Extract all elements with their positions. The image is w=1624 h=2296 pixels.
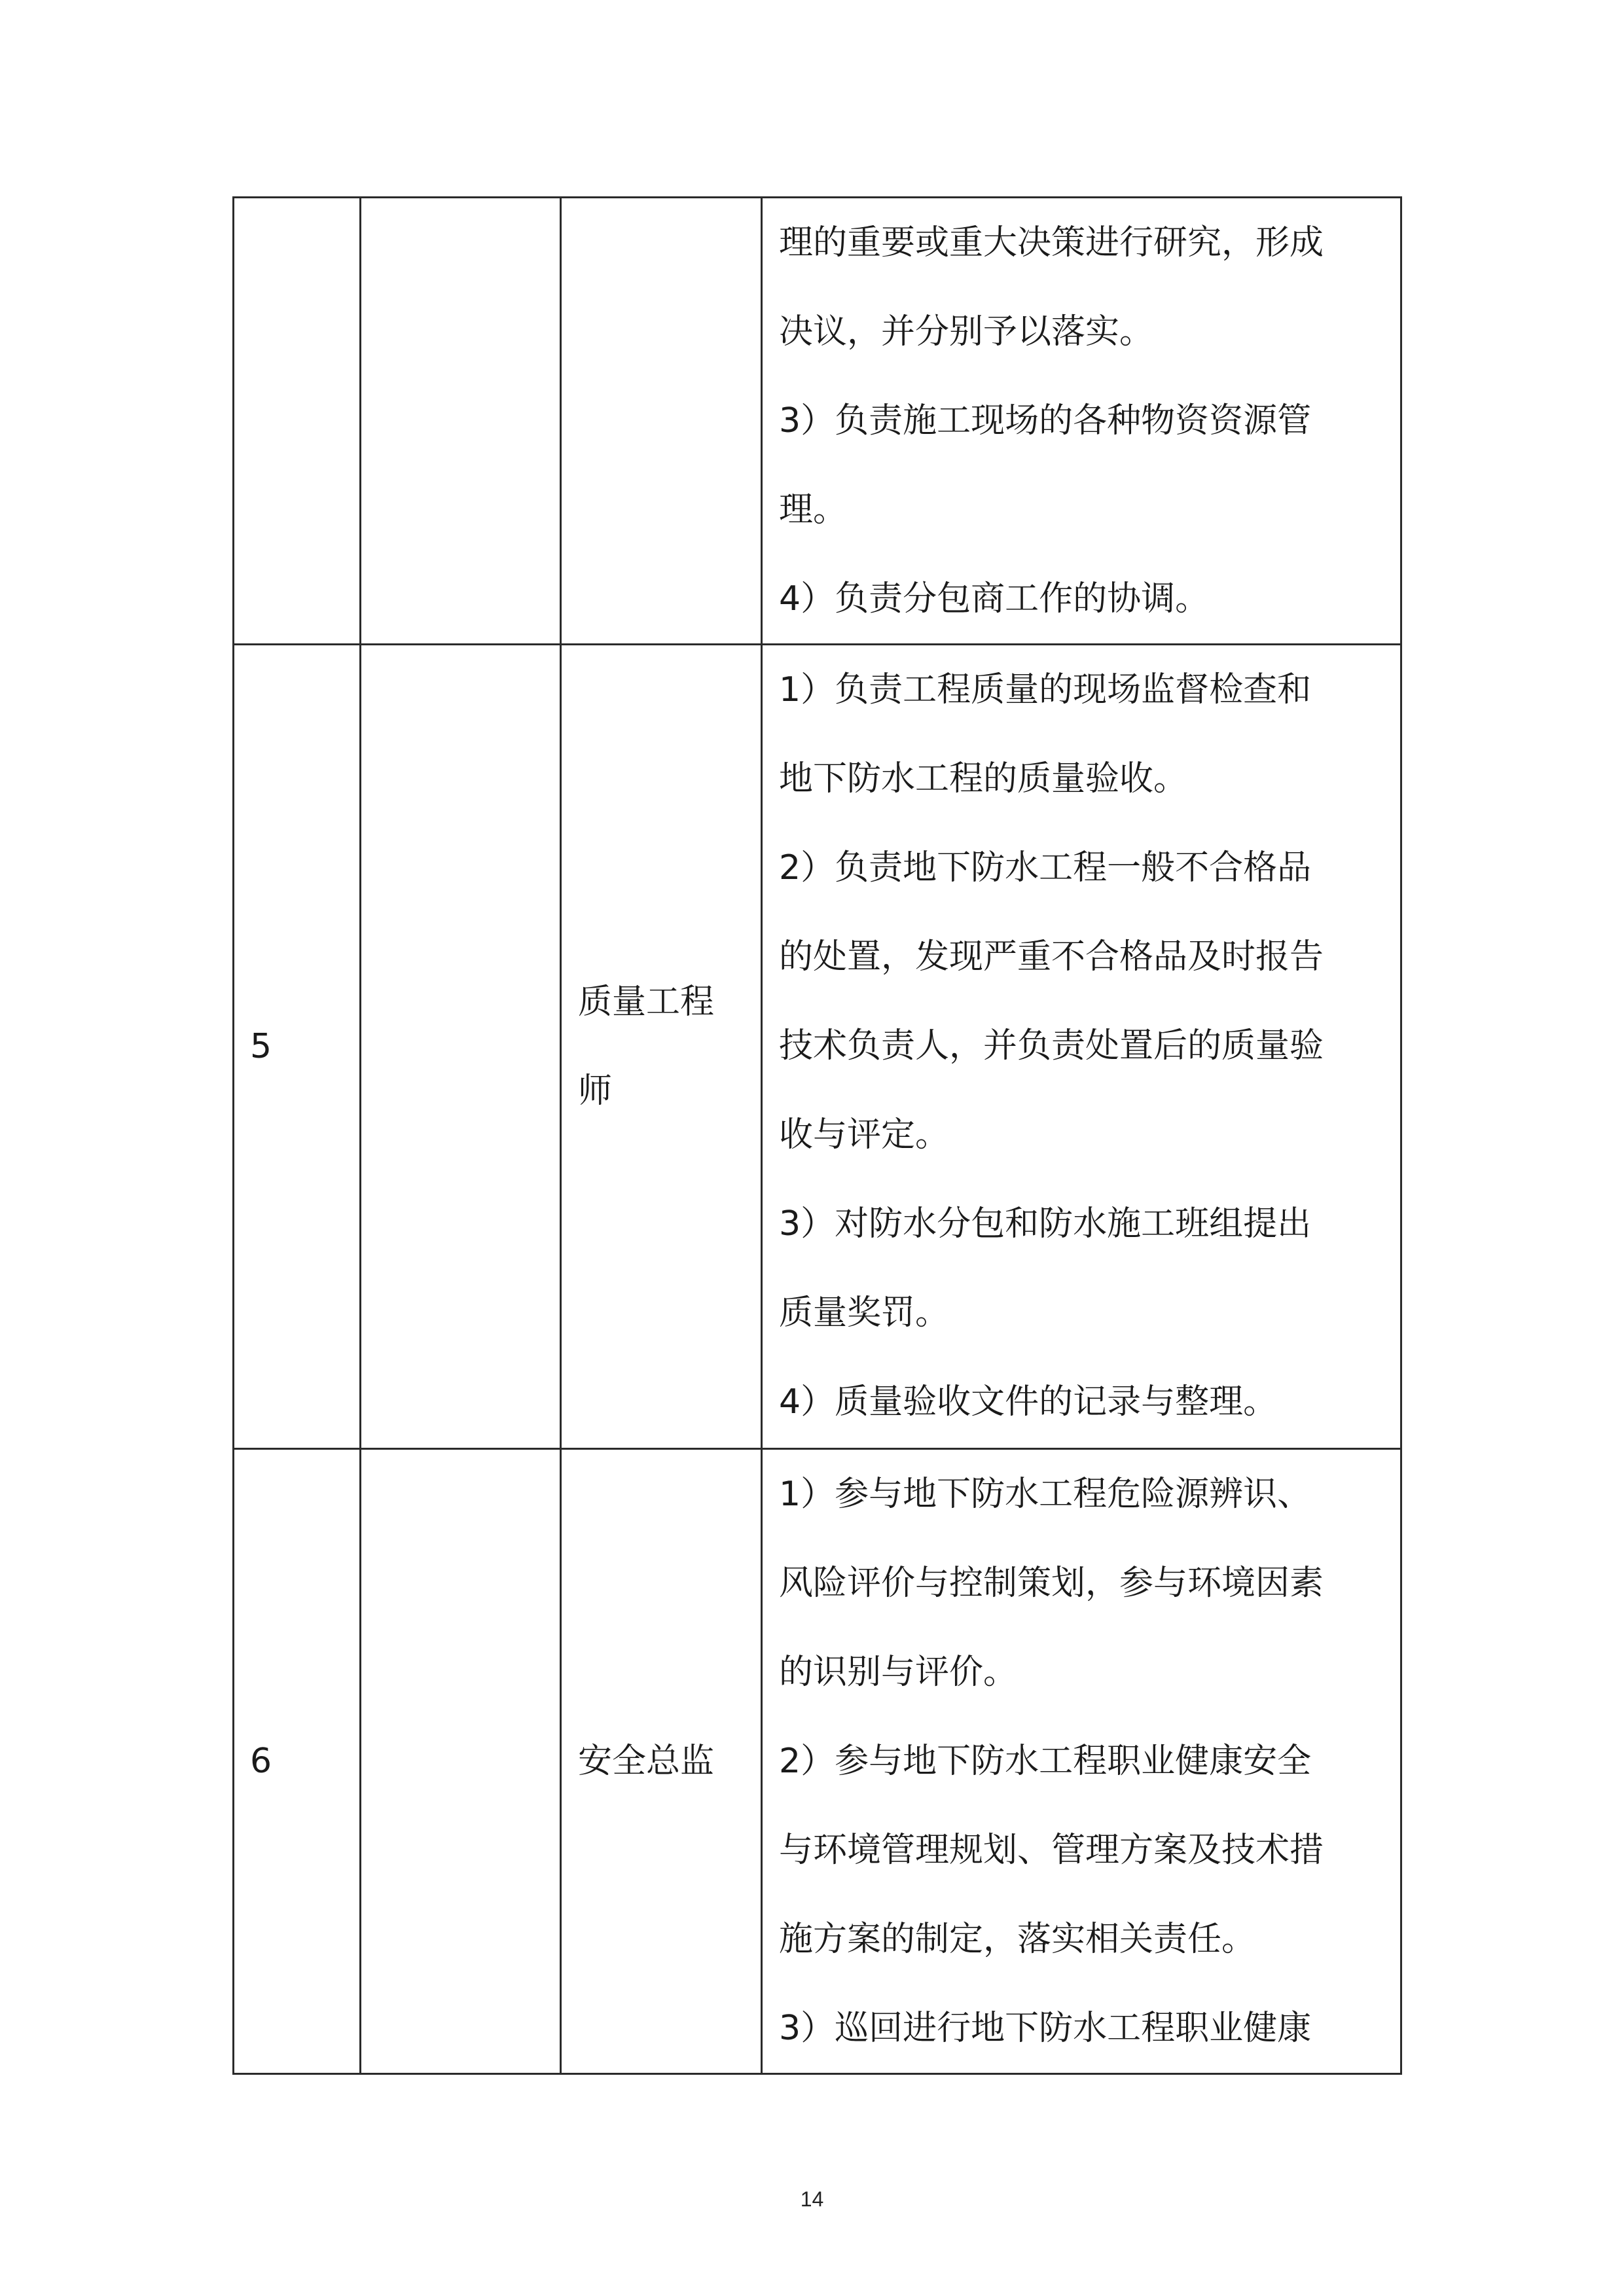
- row-number-cell: 5: [234, 645, 361, 1449]
- role-line: 质量工程: [578, 982, 715, 1022]
- blank-cell: [361, 1449, 561, 2074]
- duty-line: 4）质量验收文件的记录与整理。: [779, 1382, 1278, 1422]
- duties-cell: [762, 1449, 1401, 2074]
- role-cell: [561, 645, 762, 1449]
- role-cell: [561, 1449, 762, 2074]
- duty-line: 的识别与评价。: [779, 1653, 1018, 1692]
- duty-line: 3）巡回进行地下防水工程职业健康: [779, 2009, 1312, 2048]
- role-line: 师: [578, 1071, 613, 1111]
- duty-line: 的处置，发现严重不合格品及时报告: [779, 937, 1324, 977]
- duty-line: 3）对防水分包和防水施工班组提出: [779, 1204, 1312, 1244]
- duty-line: 2）负责地下防水工程一般不合格品: [779, 848, 1312, 888]
- duty-line: 2）参与地下防水工程职业健康安全: [779, 1742, 1312, 1781]
- duty-line: 3）负责施工现场的各种物资资源管: [779, 401, 1312, 440]
- duties-cell: [762, 645, 1401, 1449]
- duties-cell: [762, 198, 1401, 645]
- row-number-cell: [234, 198, 361, 645]
- duty-line: 收与评定。: [779, 1115, 950, 1155]
- table-row: [234, 198, 1401, 645]
- table-row: [234, 1449, 1401, 2074]
- duty-line: 理。: [779, 490, 848, 529]
- duty-line: 地下防水工程的质量验收。: [779, 759, 1188, 798]
- duty-line: 技术负责人，并负责处置后的质量验: [779, 1026, 1324, 1066]
- duty-line: 理的重要或重大决策进行研究，形成: [779, 223, 1324, 262]
- row-number-cell: 6: [234, 1449, 361, 2074]
- page-number: 14: [800, 2187, 824, 2211]
- duty-line: 1）负责工程质量的现场监督检查和: [779, 670, 1312, 709]
- blank-cell: [361, 645, 561, 1449]
- blank-cell: [361, 198, 561, 645]
- role-cell: [561, 198, 762, 645]
- duty-line: 1）参与地下防水工程危险源辨识、: [779, 1475, 1312, 1514]
- role-line: 安全总监: [578, 1742, 715, 1781]
- duty-line: 决议，并分别予以落实。: [779, 312, 1154, 351]
- duty-line: 质量奖罚。: [779, 1293, 950, 1333]
- responsibility-table: [232, 196, 1402, 2075]
- duty-line: 与环境管理规划、管理方案及技术措: [779, 1831, 1324, 1870]
- duty-line: 风险评价与控制策划，参与环境因素: [779, 1564, 1324, 1603]
- table-row: [234, 645, 1401, 1449]
- duty-line: 施方案的制定，落实相关责任。: [779, 1920, 1256, 1959]
- duty-line: 4）负责分包商工作的协调。: [779, 579, 1210, 619]
